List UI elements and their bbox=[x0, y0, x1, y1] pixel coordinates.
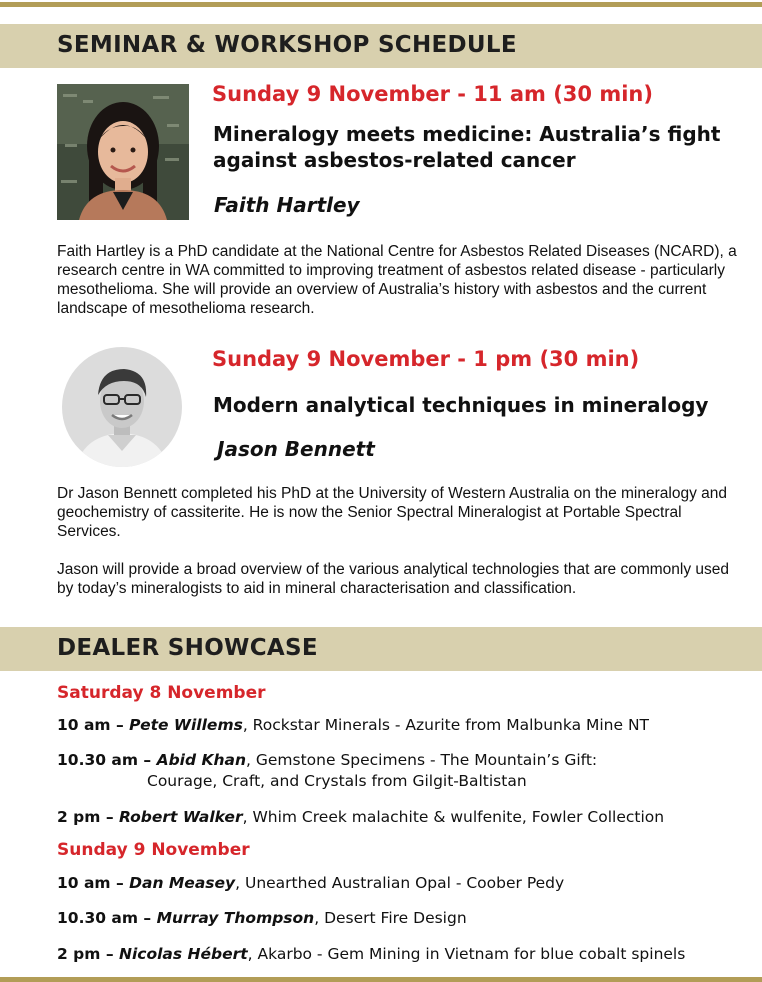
seminar-header-band bbox=[0, 24, 762, 68]
bottom-rule bbox=[0, 977, 762, 982]
entry-name: Pete Willems bbox=[129, 716, 243, 734]
talk-1-when: Sunday 9 November - 11 am (30 min) bbox=[212, 82, 653, 106]
entry-detail: , Rockstar Minerals - Azurite from Malbunka Mine NT bbox=[242, 716, 650, 734]
talk-2-speaker: Jason Bennett bbox=[217, 437, 375, 461]
jason-bennett-photo bbox=[62, 347, 182, 467]
entry-detail-continued: Courage, Craft, and Crystals from Gilgit-Baltistan bbox=[147, 772, 527, 790]
talk-2-bio-paragraph-1: Dr Jason Bennett completed his PhD at the University of Western Australia on the mineralogy and geochemistry of cassiterite. He is now the Senior Spectral Mineralogist at Portable Spectral Services. bbox=[57, 485, 728, 540]
entry-detail: , Unearthed Australian Opal - Coober Pedy bbox=[235, 874, 565, 892]
list-item bbox=[57, 807, 747, 828]
talk-1-bio-paragraph: Faith Hartley is a PhD candidate at the National Centre for Asbestos Related Diseases (NCARD), a research centre in WA committed to improving treatment of asbestos related disease - particularly mesothelioma. She will provide an overview of Australia’s history with asbestos and the current landscape of mesothelioma research. bbox=[57, 243, 737, 317]
talk-2-title: Modern analytical techniques in mineralogy bbox=[213, 393, 709, 417]
entry-detail: , Akarbo - Gem Mining in Vietnam for blue cobalt spinels bbox=[247, 945, 686, 963]
talk-2-bio-paragraph-2: Jason will provide a broad overview of the various analytical technologies that are commonly used by today’s mineralogists to aid in mineral characterisation and classification. bbox=[57, 561, 730, 597]
talk-2-bio bbox=[57, 484, 737, 598]
entry-detail: , Whim Creek malachite & wulfenite, Fowler Collection bbox=[242, 808, 665, 826]
entry-time: 2 pm – bbox=[57, 808, 119, 826]
entry-detail: , Desert Fire Design bbox=[314, 909, 467, 927]
talk-1-bio bbox=[57, 242, 737, 318]
seminar-heading: SEMINAR & WORKSHOP SCHEDULE bbox=[57, 32, 517, 58]
entry-time: 10.30 am – bbox=[57, 751, 157, 769]
entry-time: 10.30 am – bbox=[57, 909, 157, 927]
entry-name: Robert Walker bbox=[118, 808, 243, 826]
entry-name: Murray Thompson bbox=[156, 909, 315, 927]
list-item bbox=[57, 715, 747, 736]
entry-time: 10 am – bbox=[57, 874, 130, 892]
talk-2-when: Sunday 9 November - 1 pm (30 min) bbox=[212, 347, 640, 371]
dealer-header-band bbox=[0, 627, 762, 671]
entry-name: Dan Measey bbox=[129, 874, 236, 892]
day-saturday: Saturday 8 November bbox=[57, 683, 266, 703]
top-rule bbox=[0, 2, 762, 7]
list-item bbox=[57, 908, 747, 929]
list-item bbox=[57, 750, 747, 792]
entry-time: 2 pm – bbox=[57, 945, 119, 963]
dealer-heading: DEALER SHOWCASE bbox=[57, 635, 318, 661]
talk-1-title: Mineralogy meets medicine: Australia’s fight against asbestos-related cancer bbox=[213, 122, 721, 172]
entry-name: Nicolas Hébert bbox=[118, 945, 248, 963]
talk-1-speaker: Faith Hartley bbox=[214, 193, 360, 217]
entry-detail: , Gemstone Specimens - The Mountain’s Gift: bbox=[246, 751, 598, 769]
entry-time: 10 am – bbox=[57, 716, 130, 734]
day-sunday: Sunday 9 November bbox=[57, 840, 250, 860]
faith-hartley-photo bbox=[57, 84, 189, 220]
list-item bbox=[57, 873, 747, 894]
list-item bbox=[57, 944, 747, 965]
entry-name: Abid Khan bbox=[156, 751, 247, 769]
